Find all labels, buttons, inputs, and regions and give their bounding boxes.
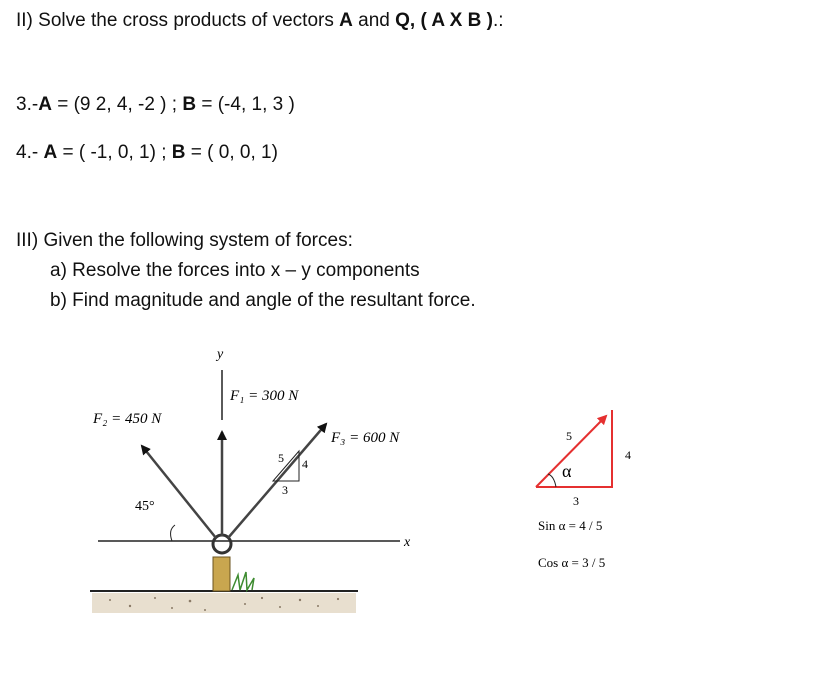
f3-label: F₃ = 600 N <box>331 430 400 446</box>
triangle-adjacent: 3 <box>573 494 579 508</box>
alpha-label: α <box>562 461 572 481</box>
x-axis-label: x <box>404 535 411 550</box>
vector-a-label: A <box>339 10 353 31</box>
slope-triangle <box>273 451 299 481</box>
vector-q-label: Q <box>395 10 410 31</box>
slope-3: 3 <box>282 483 288 497</box>
cross-product-formula: ( A X B ) <box>420 10 493 31</box>
f2-label: F₂ = 450 N <box>93 411 162 427</box>
force-diagram <box>0 330 840 630</box>
item-a: a) Resolve the forces into x – y components <box>50 260 420 281</box>
problem-3: 3.-A = (9 2, 4, -2 ) ; B = (-4, 1, 3 ) <box>16 94 295 115</box>
slope-5: 5 <box>278 451 284 465</box>
reference-triangle <box>536 410 612 487</box>
section-3-heading: III) Given the following system of forces: <box>16 230 353 251</box>
item-b: b) Find magnitude and angle of the resultant force. <box>50 290 476 311</box>
triangle-hypotenuse: 5 <box>566 429 572 443</box>
f1-label: F₁ = 300 N <box>230 388 299 404</box>
y-axis-label: y <box>217 347 224 362</box>
angle-arc <box>171 525 175 541</box>
triangle-opposite: 4 <box>625 448 631 462</box>
grass <box>232 572 254 590</box>
angle-label: 45° <box>135 499 155 514</box>
slope-4: 4 <box>302 457 308 471</box>
problem-4: 4.- A = ( -1, 0, 1) ; B = ( 0, 0, 1) <box>16 142 278 163</box>
ground-hatch <box>92 593 356 613</box>
sin-formula: Sin α = 4 / 5 <box>538 518 603 533</box>
post <box>213 557 230 591</box>
cos-formula: Cos α = 3 / 5 <box>538 555 606 570</box>
rope-f2 <box>142 446 216 538</box>
section-2-heading: II) Solve the cross products of vectors A and Q, ( A X B ).: <box>16 10 504 31</box>
